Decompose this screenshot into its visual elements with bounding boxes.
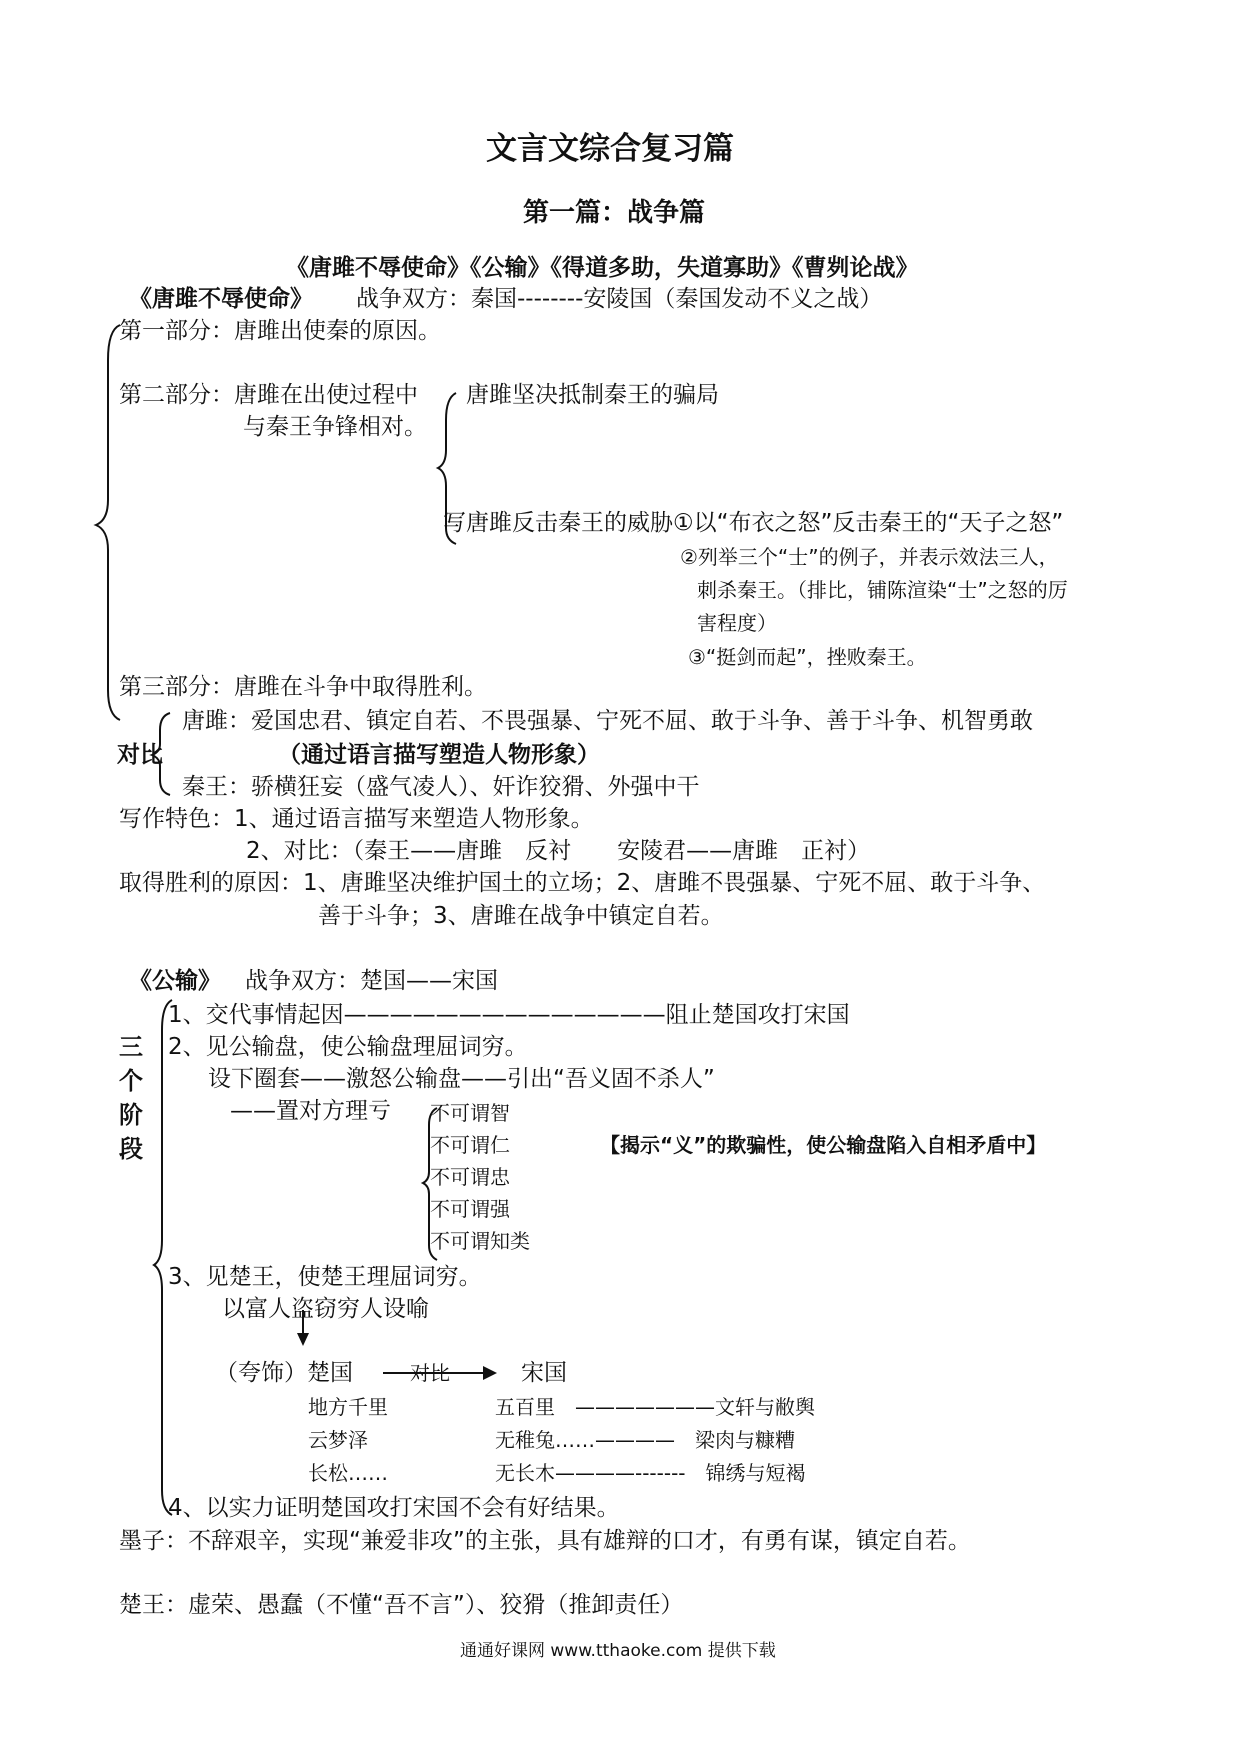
chu-item: 地方千里 bbox=[308, 1395, 388, 1419]
reasons-2: 善于斗争；3、唐雎在战争中镇定自若。 bbox=[318, 903, 724, 929]
stages-label: 三个阶段 bbox=[119, 1033, 143, 1163]
not-item: 不可谓强 bbox=[430, 1197, 510, 1221]
stage-4: 4、以实力证明楚国攻打宋国不会有好结果。 bbox=[168, 1495, 620, 1521]
works-line: 《唐雎不辱使命》《公输》《得道多助，失道寡助》《曹刿论战》 bbox=[286, 255, 919, 281]
tangju-part2-a: 第二部分：唐雎在出使过程中 bbox=[119, 382, 418, 408]
reasons-1: 取得胜利的原因：1、唐雎坚决维护国土的立场；2、唐雎不畏强暴、宁死不屈、敢于斗争、 bbox=[119, 870, 1046, 896]
stage-1: 1、交代事情起因——————————————阻止楚国攻打宋国 bbox=[168, 1002, 850, 1028]
trap-line-2: ——置对方理亏 bbox=[230, 1098, 391, 1124]
not-item: 不可谓知类 bbox=[430, 1229, 530, 1253]
tangju-part3: 第三部分：唐雎在斗争中取得胜利。 bbox=[119, 674, 487, 700]
not-item: 不可谓忠 bbox=[430, 1165, 510, 1189]
contrast-arrow-label: 对比 bbox=[410, 1361, 450, 1385]
contrast-note: （通过语言描写塑造人物形象） bbox=[278, 742, 600, 768]
chu-item: 长松…… bbox=[308, 1461, 388, 1485]
tangju-traits: 唐雎：爱国忠君、镇定自若、不畏强暴、宁死不屈、敢于斗争、善于斗争、机智勇敢 bbox=[182, 708, 1033, 734]
not-item: 不可谓仁 bbox=[430, 1133, 510, 1157]
tangju-heading: 《唐雎不辱使命》 bbox=[129, 286, 313, 312]
page-title: 文言文综合复习篇 bbox=[486, 131, 734, 167]
trap-line: 设下圈套——激怒公输盘——引出“吾义固不杀人” bbox=[208, 1066, 715, 1092]
tangju-part2-b: 与秦王争锋相对。 bbox=[243, 414, 427, 440]
reveal-note: 【揭示“义”的欺骗性，使公输盘陷入自相矛盾中】 bbox=[600, 1133, 1047, 1157]
tangju-point2-b: 刺杀秦王。（排比，铺陈渲染“士”之怒的厉 bbox=[697, 578, 1068, 602]
brace-parts bbox=[96, 325, 120, 720]
stage-2: 2、见公输盘，使公输盘理屈词穷。 bbox=[168, 1034, 528, 1060]
analogy-line: 以富人盗窃穷人设喻 bbox=[222, 1296, 429, 1322]
section-subtitle: 第一篇：战争篇 bbox=[523, 198, 706, 228]
tangju-counter: 写唐雎反击秦王的威胁①以“布衣之怒”反击秦王的“天子之怒” bbox=[443, 510, 1064, 536]
right-arrow-head bbox=[483, 1366, 497, 1380]
song-label: 宋国 bbox=[521, 1360, 567, 1386]
song-item: 无长木————------- 锦绣与短褐 bbox=[495, 1461, 806, 1485]
chuwang-line: 楚王：虚荣、愚蠢（不懂“吾不言”）、狡猾（推卸责任） bbox=[119, 1592, 684, 1618]
contrast-label: 对比 bbox=[117, 742, 163, 768]
exaggerate-chu: （夸饰）楚国 bbox=[215, 1360, 353, 1386]
footer: 通通好课网 www.tthaoke.com 提供下载 bbox=[460, 1641, 776, 1661]
song-item: 五百里 ———————文轩与敝舆 bbox=[495, 1395, 815, 1419]
gongshu-heading: 《公输》 bbox=[129, 968, 221, 994]
gongshu-sides: 战争双方：楚国——宋国 bbox=[245, 968, 498, 994]
chu-item: 云梦泽 bbox=[308, 1428, 368, 1452]
mozi-line: 墨子：不辞艰辛，实现“兼爱非攻”的主张，具有雄辩的口才，有勇有谋，镇定自若。 bbox=[119, 1528, 971, 1554]
song-item: 无稚兔……———— 梁肉与糠糟 bbox=[495, 1428, 795, 1452]
tangju-point2-c: 害程度） bbox=[697, 611, 777, 635]
not-item: 不可谓智 bbox=[430, 1101, 510, 1125]
brace-stages bbox=[154, 1000, 172, 1515]
down-arrow-head bbox=[297, 1333, 309, 1346]
features-2: 2、对比：（秦王——唐雎 反衬 安陵君——唐雎 正衬） bbox=[246, 838, 871, 864]
stage-3: 3、见楚王，使楚王理屈词穷。 bbox=[168, 1264, 482, 1290]
tangju-point3: ③“挺剑而起”，挫败秦王。 bbox=[688, 645, 927, 669]
tangju-resist: 唐雎坚决抵制秦王的骗局 bbox=[466, 382, 719, 408]
tangju-point2-a: ②列举三个“士”的例子，并表示效法三人， bbox=[680, 545, 1059, 569]
tangju-part1: 第一部分：唐雎出使秦的原因。 bbox=[119, 318, 441, 344]
features-1: 写作特色：1、通过语言描写来塑造人物形象。 bbox=[119, 806, 594, 832]
qin-traits: 秦王：骄横狂妄（盛气凌人）、奸诈狡猾、外强中干 bbox=[182, 774, 700, 800]
tangju-sides: 战争双方：秦国--------安陵国（秦国发动不义之战） bbox=[356, 286, 883, 312]
